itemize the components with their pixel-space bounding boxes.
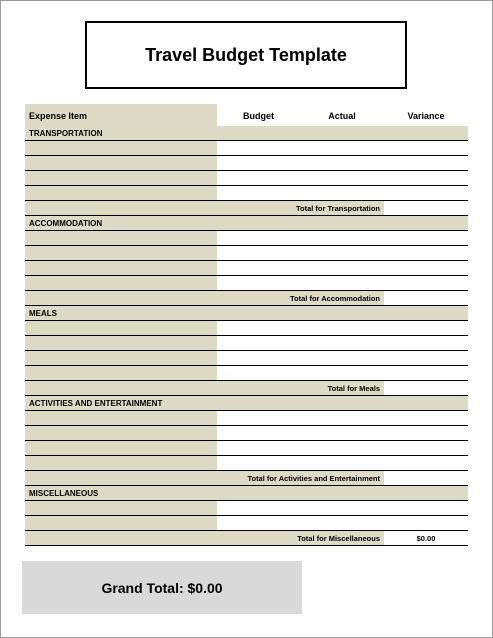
section-total-value bbox=[384, 471, 468, 485]
expense-row bbox=[25, 426, 468, 441]
section-header: MISCELLANEOUS bbox=[25, 486, 468, 501]
expense-amount-cells[interactable] bbox=[217, 261, 468, 275]
header-expense-item: Expense Item bbox=[25, 104, 217, 126]
expense-row bbox=[25, 516, 468, 531]
section-total-row bbox=[25, 531, 468, 546]
expense-item-cell[interactable] bbox=[25, 426, 217, 440]
expense-amount-cells[interactable] bbox=[217, 516, 468, 530]
expense-item-cell[interactable] bbox=[25, 171, 217, 185]
expense-row bbox=[25, 441, 468, 456]
expense-row bbox=[25, 336, 468, 351]
section-total-row bbox=[25, 471, 468, 486]
expense-item-cell[interactable] bbox=[25, 186, 217, 200]
header-variance: Variance bbox=[407, 111, 445, 121]
title-box bbox=[85, 21, 407, 89]
expense-row bbox=[25, 186, 468, 201]
expense-item-cell[interactable] bbox=[25, 321, 217, 335]
section-total-row bbox=[25, 201, 468, 216]
expense-amount-cells[interactable] bbox=[217, 501, 468, 515]
section-header: TRANSPORTATION bbox=[25, 126, 468, 141]
expense-amount-cells[interactable] bbox=[217, 276, 468, 290]
expense-amount-cells[interactable] bbox=[217, 246, 468, 260]
page-title: Travel Budget Template bbox=[145, 44, 347, 65]
section-total-value bbox=[384, 201, 468, 215]
expense-row bbox=[25, 351, 468, 366]
expense-item-cell[interactable] bbox=[25, 501, 217, 515]
expense-item-cell[interactable] bbox=[25, 156, 217, 170]
expense-row bbox=[25, 321, 468, 336]
expense-item-cell[interactable] bbox=[25, 366, 217, 380]
expense-item-cell[interactable] bbox=[25, 246, 217, 260]
expense-row bbox=[25, 501, 468, 516]
expense-row bbox=[25, 456, 468, 471]
expense-item-cell[interactable] bbox=[25, 141, 217, 155]
expense-amount-cells[interactable] bbox=[217, 426, 468, 440]
section-total-label: Total for Miscellaneous bbox=[25, 531, 384, 545]
expense-item-cell[interactable] bbox=[25, 441, 217, 455]
expense-row bbox=[25, 411, 468, 426]
expense-amount-cells[interactable] bbox=[217, 171, 468, 185]
section-total-value: $0.00 bbox=[384, 531, 468, 545]
section-header: MEALS bbox=[25, 306, 468, 321]
expense-amount-cells[interactable] bbox=[217, 351, 468, 365]
expense-row bbox=[25, 171, 468, 186]
expense-item-cell[interactable] bbox=[25, 411, 217, 425]
expense-amount-cells[interactable] bbox=[217, 336, 468, 350]
expense-row bbox=[25, 246, 468, 261]
expense-row bbox=[25, 141, 468, 156]
section-total-row bbox=[25, 291, 468, 306]
header-actual: Actual bbox=[328, 111, 356, 121]
expense-row bbox=[25, 156, 468, 171]
section-total-row bbox=[25, 381, 468, 396]
expense-item-cell[interactable] bbox=[25, 516, 217, 530]
expense-item-cell[interactable] bbox=[25, 351, 217, 365]
header-budget: Budget bbox=[243, 111, 274, 121]
expense-amount-cells[interactable] bbox=[217, 441, 468, 455]
expense-amount-cells[interactable] bbox=[217, 366, 468, 380]
section-total-value bbox=[384, 291, 468, 305]
expense-item-cell[interactable] bbox=[25, 261, 217, 275]
expense-row bbox=[25, 366, 468, 381]
section-header: ACCOMMODATION bbox=[25, 216, 468, 231]
expense-item-cell[interactable] bbox=[25, 456, 217, 470]
expense-amount-cells[interactable] bbox=[217, 231, 468, 245]
budget-table bbox=[25, 104, 468, 546]
expense-amount-cells[interactable] bbox=[217, 156, 468, 170]
expense-item-cell[interactable] bbox=[25, 276, 217, 290]
expense-row bbox=[25, 261, 468, 276]
expense-amount-cells[interactable] bbox=[217, 186, 468, 200]
grand-total: Grand Total: $0.00 bbox=[101, 579, 223, 596]
sections-container bbox=[25, 126, 468, 546]
expense-amount-cells[interactable] bbox=[217, 411, 468, 425]
table-header-row bbox=[25, 104, 468, 126]
grand-total-box bbox=[22, 561, 302, 614]
section-total-value bbox=[384, 381, 468, 395]
expense-row bbox=[25, 276, 468, 291]
section-header: ACTIVITIES AND ENTERTAINMENT bbox=[25, 396, 468, 411]
expense-amount-cells[interactable] bbox=[217, 456, 468, 470]
expense-amount-cells[interactable] bbox=[217, 321, 468, 335]
expense-amount-cells[interactable] bbox=[217, 141, 468, 155]
expense-item-cell[interactable] bbox=[25, 231, 217, 245]
section-total-label: Total for Accommodation bbox=[25, 291, 384, 305]
expense-row bbox=[25, 231, 468, 246]
section-total-label: Total for Meals bbox=[25, 381, 384, 395]
section-total-label: Total for Transportation bbox=[25, 201, 384, 215]
expense-item-cell[interactable] bbox=[25, 336, 217, 350]
section-total-label: Total for Activities and Entertainment bbox=[25, 471, 384, 485]
